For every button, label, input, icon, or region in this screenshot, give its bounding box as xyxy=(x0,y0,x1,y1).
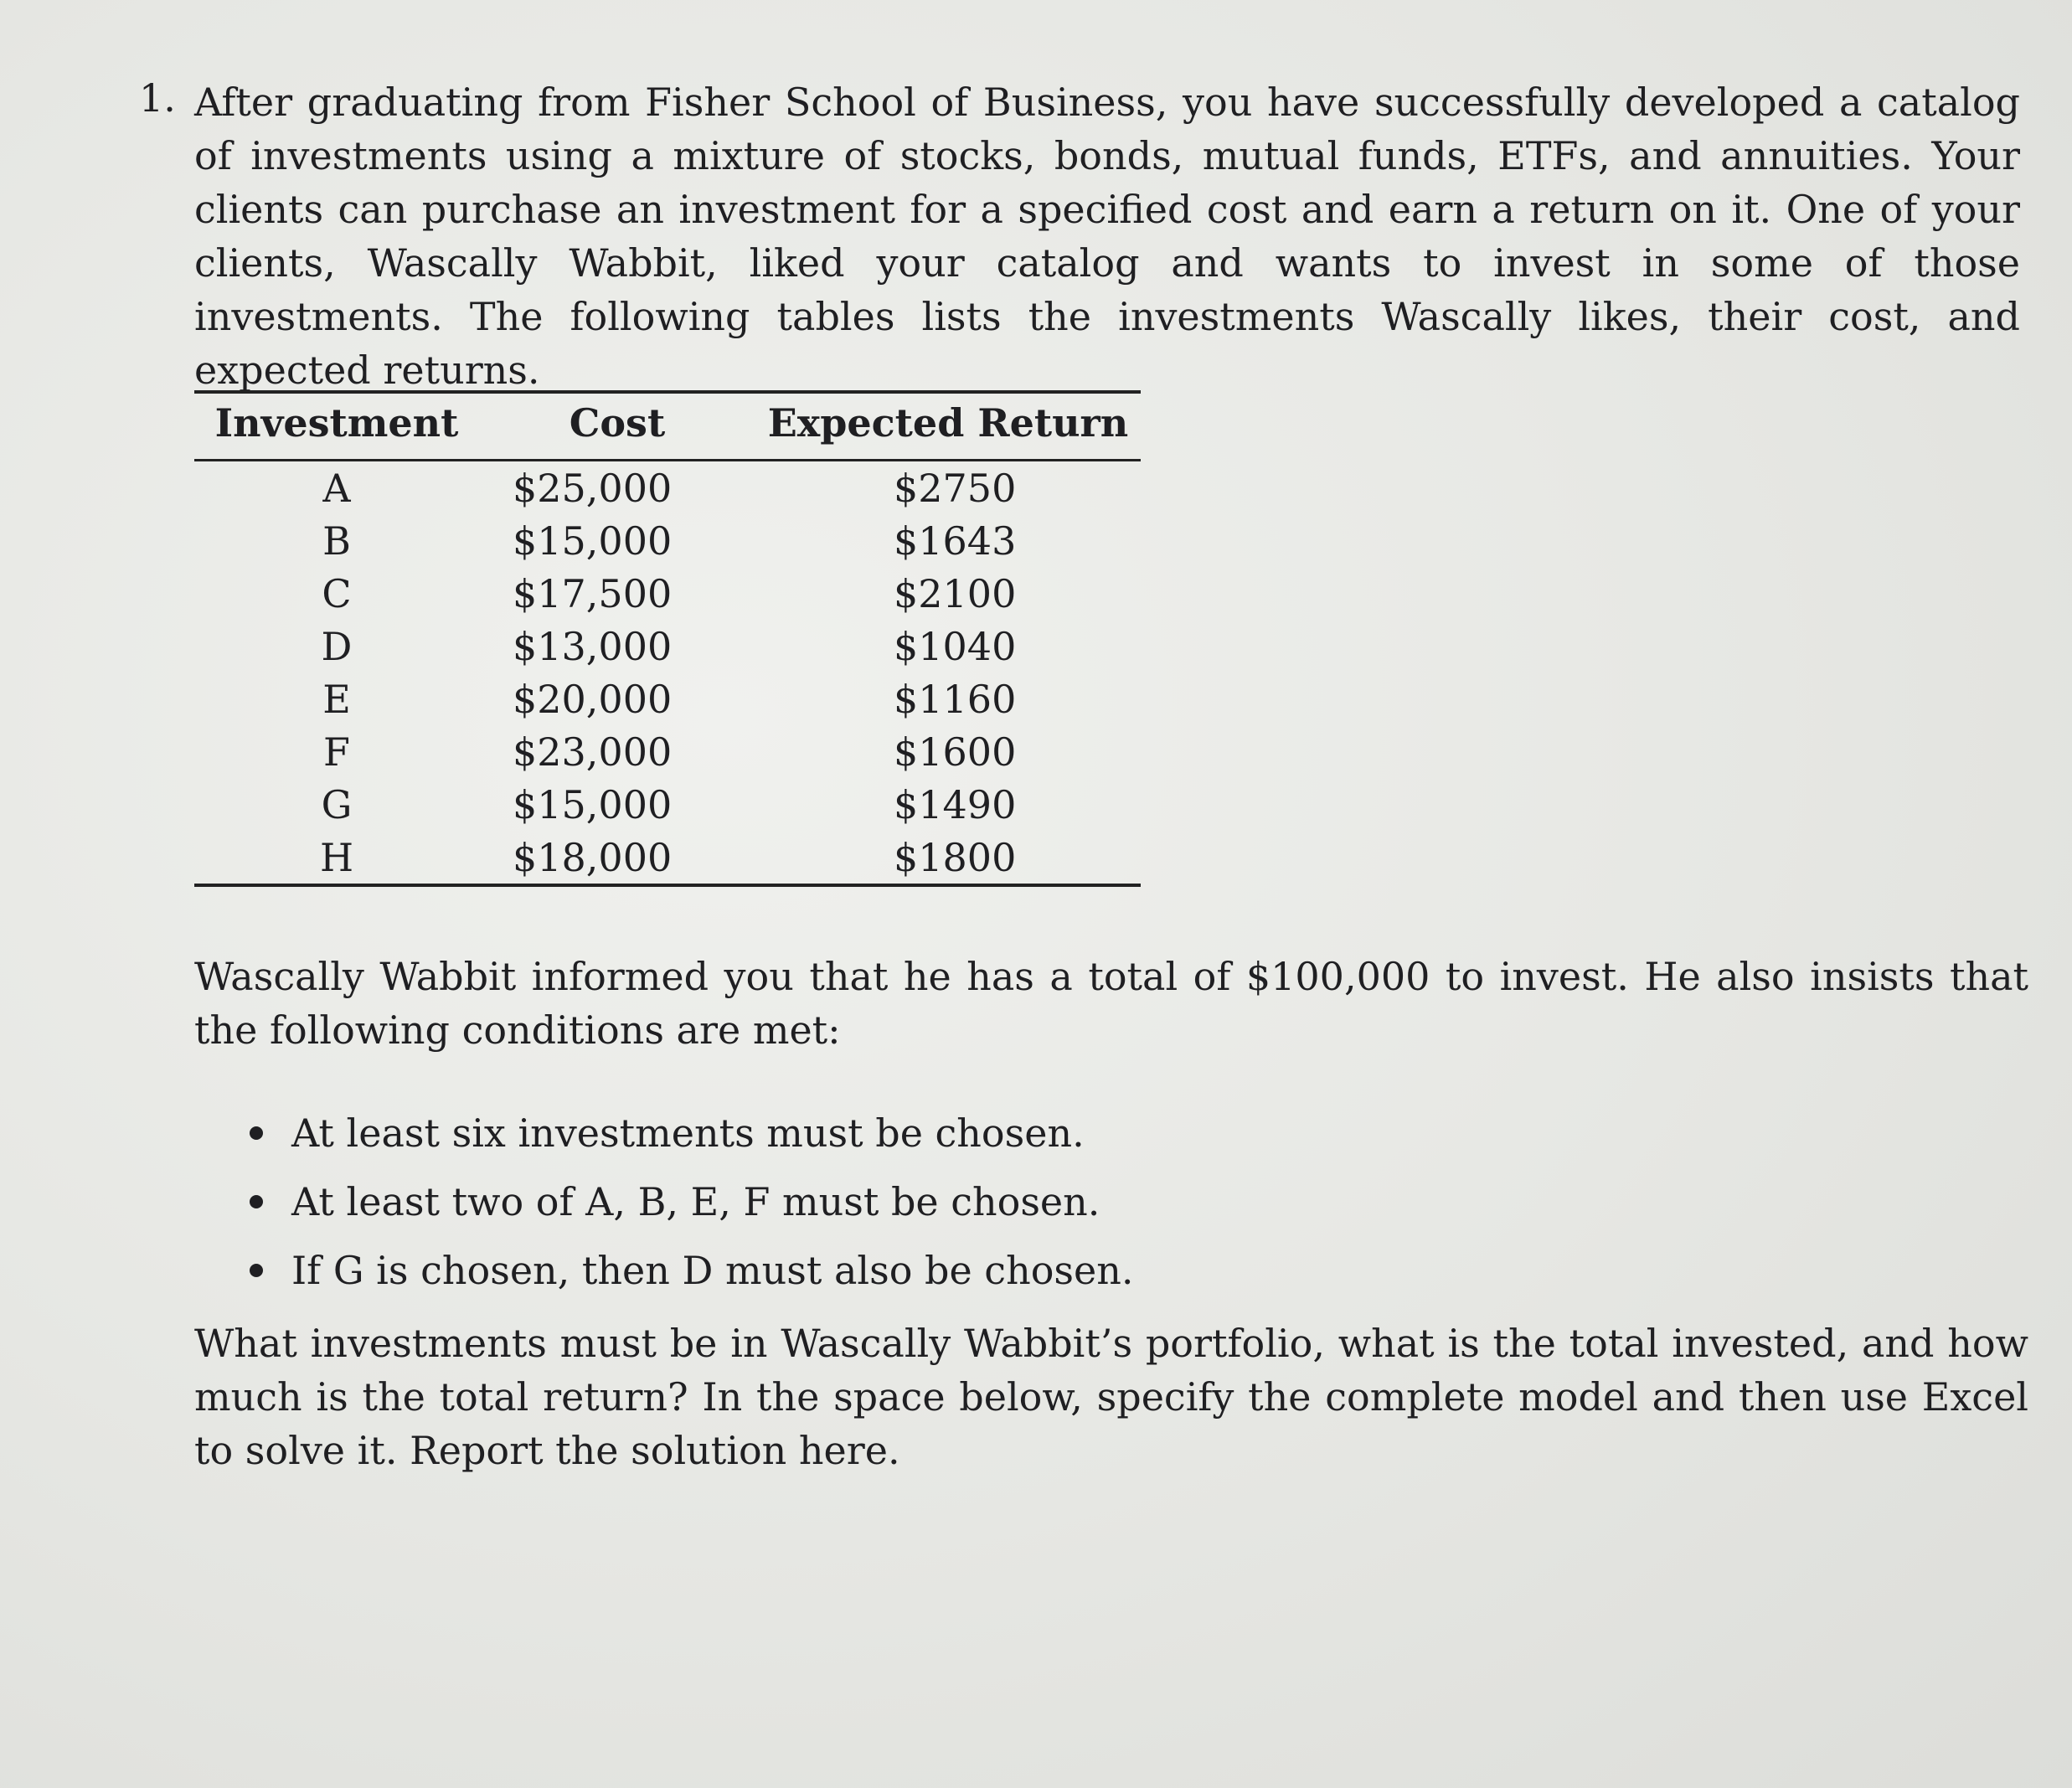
list-item xyxy=(243,1167,1133,1236)
bullet-icon xyxy=(250,1126,263,1140)
list-item xyxy=(243,1236,1133,1305)
cell-investment: A xyxy=(322,465,351,511)
table-row xyxy=(194,672,1141,725)
cell-investment: E xyxy=(322,676,351,722)
header-expected-return: Expected Return xyxy=(767,400,1129,446)
cell-expected-return: $1800 xyxy=(894,834,1017,880)
table-row xyxy=(194,620,1141,672)
cell-expected-return: $2100 xyxy=(894,570,1017,616)
investment-table-grid xyxy=(194,394,1141,459)
table-header-row xyxy=(194,394,1141,459)
cell-investment: C xyxy=(322,570,352,616)
cell-cost: $23,000 xyxy=(513,729,673,775)
header-cost: Cost xyxy=(569,400,666,446)
cell-cost: $15,000 xyxy=(513,781,673,827)
list-item xyxy=(243,1099,1133,1167)
bullet-icon xyxy=(250,1264,263,1277)
cell-cost: $13,000 xyxy=(513,623,673,669)
cell-cost: $17,500 xyxy=(513,570,673,616)
condition-text: If G is chosen, then D must also be chosen. xyxy=(291,1248,1134,1293)
cell-investment: G xyxy=(321,781,353,827)
cell-cost: $15,000 xyxy=(513,518,673,564)
conditions-list xyxy=(243,1099,1133,1305)
cell-cost: $25,000 xyxy=(513,465,673,511)
header-investment: Investment xyxy=(214,400,459,446)
table-row xyxy=(194,461,1141,514)
table-row xyxy=(194,831,1141,884)
cell-expected-return: $1643 xyxy=(894,518,1017,564)
cell-investment: F xyxy=(323,729,350,775)
cell-investment: H xyxy=(319,834,354,880)
cell-expected-return: $1600 xyxy=(894,729,1017,775)
cell-cost: $20,000 xyxy=(513,676,673,722)
cell-expected-return: $2750 xyxy=(894,465,1017,511)
table-row xyxy=(194,514,1141,567)
cell-cost: $18,000 xyxy=(513,834,673,880)
cell-investment: D xyxy=(321,623,353,669)
condition-text: At least two of A, B, E, F must be chosen. xyxy=(291,1179,1100,1224)
table-row xyxy=(194,778,1141,831)
investment-table-body xyxy=(194,461,1141,884)
condition-text: At least six investments must be chosen. xyxy=(291,1110,1085,1156)
problem-intro xyxy=(194,75,2020,397)
conditions-intro-text: Wascally Wabbit informed you that he has a total of $100,000 to invest. He also insists that the following conditions are met: xyxy=(194,954,2028,1053)
table-bottom-rule xyxy=(194,884,1141,887)
cell-expected-return: $1490 xyxy=(894,781,1017,827)
cell-investment: B xyxy=(322,518,351,564)
table-row xyxy=(194,725,1141,778)
cell-expected-return: $1040 xyxy=(894,623,1017,669)
question-text: What investments must be in Wascally Wabbit’s portfolio, what is the total invested, and how much is the total return? In the space below, specify the complete model and then use Excel to solve it. Report the solution here. xyxy=(194,1321,2028,1473)
table-row xyxy=(194,567,1141,620)
bullet-icon xyxy=(250,1195,263,1208)
investment-table xyxy=(194,390,1141,887)
question xyxy=(194,1317,2028,1477)
problem-intro-text: After graduating from Fisher School of Business, you have successfully developed a catalog of investments using a mixture of stocks, bonds, mutual funds, ETFs, and annuities. Your clients can purchase an investment for a specified cost and earn a return on it. One of your clients, Wascally Wabbit, liked your catalog and wants to invest in some of those investments. The following tables lists the investments Wascally likes, their cost, and expected returns. xyxy=(194,80,2020,393)
conditions-intro xyxy=(194,950,2028,1057)
cell-expected-return: $1160 xyxy=(894,676,1017,722)
problem-number: 1. xyxy=(139,75,176,121)
